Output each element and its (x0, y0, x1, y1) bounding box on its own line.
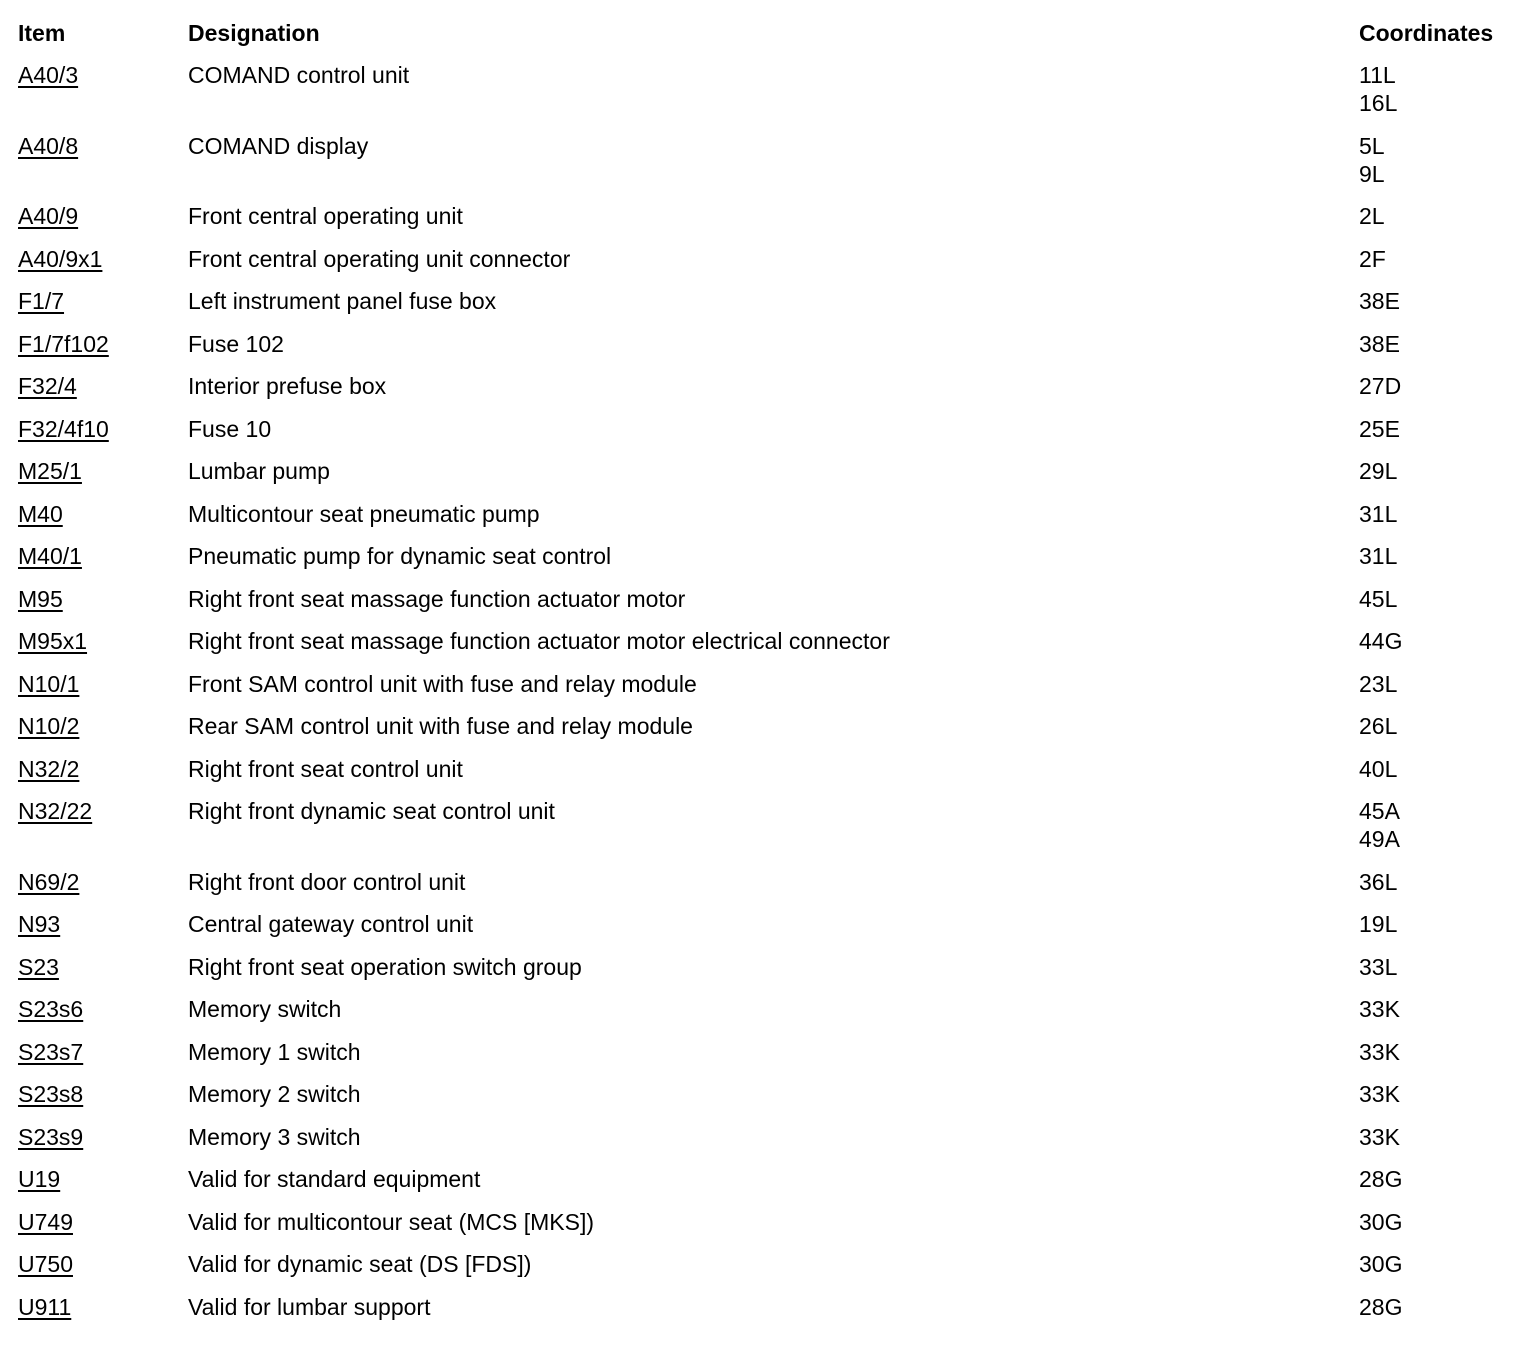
item-link[interactable]: M40 (18, 500, 63, 527)
table-row (18, 1250, 1518, 1293)
designation-cell: Lumbar pump (188, 458, 330, 484)
item-cell (18, 995, 188, 1023)
item-cell (18, 372, 188, 400)
coordinates-cell (1359, 627, 1518, 655)
coordinate-value: 49A (1359, 826, 1400, 852)
item-link[interactable]: F1/7f102 (18, 330, 109, 357)
table-header-row (18, 19, 1518, 61)
item-cell (18, 457, 188, 485)
coordinate-value: 33K (1359, 1123, 1400, 1150)
item-cell (18, 1080, 188, 1108)
coordinate-value: 33K (1359, 996, 1400, 1022)
coordinate-value: 40L (1359, 755, 1398, 782)
item-link[interactable]: S23s6 (18, 996, 84, 1022)
item-cell (18, 1250, 188, 1278)
item-cell (18, 1123, 188, 1151)
coordinates-cell (1359, 1080, 1518, 1108)
table-row (18, 132, 1518, 203)
table-row (18, 585, 1518, 628)
coordinate-value: 9L (1359, 160, 1385, 187)
item-link[interactable]: M25/1 (18, 458, 82, 484)
designation-cell: Memory 2 switch (188, 1081, 361, 1107)
designation-cell: Multicontour seat pneumatic pump (188, 500, 540, 527)
item-link[interactable]: A40/9x1 (18, 245, 103, 272)
coordinate-value: 38E (1359, 330, 1400, 357)
item-link[interactable]: N10/2 (18, 713, 80, 739)
designation-cell: Left instrument panel fuse box (188, 288, 497, 314)
coordinates-cell (1359, 755, 1518, 783)
coordinate-value: 5L (1359, 132, 1385, 159)
item-cell (18, 712, 188, 740)
coordinate-value: 31L (1359, 543, 1398, 569)
table-row (18, 868, 1518, 911)
coordinates-cell (1359, 585, 1518, 613)
designation-cell: Memory 3 switch (188, 1123, 361, 1150)
coordinate-value: 30G (1359, 1251, 1403, 1277)
table-row (18, 542, 1518, 585)
table-row (18, 627, 1518, 670)
table-row (18, 712, 1518, 755)
item-cell (18, 202, 188, 230)
item-cell (18, 585, 188, 613)
item-link[interactable]: N10/1 (18, 670, 80, 697)
item-cell (18, 953, 188, 981)
coordinate-value: 28G (1359, 1166, 1403, 1192)
item-cell (18, 868, 188, 896)
coordinates-cell (1359, 132, 1518, 188)
table-row (18, 415, 1518, 458)
designation-cell: Front central operating unit connector (188, 245, 571, 272)
designation-column-header: Designation (188, 20, 320, 46)
table-row (18, 995, 1518, 1038)
coordinates-column-header: Coordinates (1359, 20, 1494, 46)
item-link[interactable]: F32/4 (18, 373, 77, 399)
item-link[interactable]: U750 (18, 1251, 73, 1277)
item-link[interactable]: A40/8 (18, 132, 79, 159)
item-link[interactable]: S23s7 (18, 1038, 84, 1065)
item-link[interactable]: F32/4f10 (18, 415, 109, 442)
table-row (18, 953, 1518, 996)
designation-cell: Memory 1 switch (188, 1038, 361, 1065)
designation-cell: Valid for lumbar support (188, 1293, 431, 1320)
coordinate-value: 33K (1359, 1081, 1400, 1107)
item-column-header: Item (18, 20, 66, 46)
coordinates-cell (1359, 1293, 1518, 1321)
table-row (18, 372, 1518, 415)
table-row (18, 500, 1518, 543)
coordinates-cell (1359, 372, 1518, 400)
item-cell (18, 1038, 188, 1066)
item-link[interactable]: U911 (18, 1293, 72, 1320)
item-cell (18, 287, 188, 315)
designation-cell: Fuse 102 (188, 330, 284, 357)
coordinate-value: 33L (1359, 953, 1398, 980)
table-row (18, 910, 1518, 953)
item-cell (18, 245, 188, 273)
designation-cell: COMAND display (188, 132, 369, 159)
item-cell (18, 910, 188, 938)
table-row (18, 1080, 1518, 1123)
designation-cell: Right front seat massage function actuator motor electrical connector (188, 628, 890, 654)
item-link[interactable]: N32/22 (18, 798, 93, 824)
designation-cell: Front central operating unit (188, 203, 463, 229)
designation-cell: COMAND control unit (188, 62, 410, 88)
table-row (18, 245, 1518, 288)
coordinates-cell (1359, 953, 1518, 981)
designation-cell: Central gateway control unit (188, 911, 474, 937)
table-row (18, 1208, 1518, 1251)
coordinates-cell (1359, 202, 1518, 230)
designation-cell: Rear SAM control unit with fuse and relay module (188, 713, 693, 739)
coordinate-value: 28G (1359, 1293, 1403, 1320)
coordinate-value: 25E (1359, 415, 1400, 442)
item-cell (18, 1293, 188, 1321)
item-link[interactable]: N32/2 (18, 755, 80, 782)
item-link[interactable]: A40/9 (18, 203, 79, 229)
coordinates-cell (1359, 1208, 1518, 1236)
item-cell (18, 1165, 188, 1193)
coordinate-value: 2L (1359, 203, 1385, 229)
coordinates-cell (1359, 797, 1518, 853)
coordinate-value: 16L (1359, 90, 1398, 116)
designation-cell: Right front seat massage function actuator motor (188, 585, 686, 612)
designation-cell: Right front seat control unit (188, 755, 463, 782)
table-row (18, 1123, 1518, 1166)
item-cell (18, 415, 188, 443)
item-link[interactable]: M95x1 (18, 628, 88, 654)
coordinate-value: 29L (1359, 458, 1398, 484)
coordinates-cell (1359, 415, 1518, 443)
coordinates-cell (1359, 245, 1518, 273)
table-row (18, 330, 1518, 373)
item-link[interactable]: F1/7 (18, 288, 65, 314)
item-link[interactable]: M40/1 (18, 543, 82, 569)
item-cell (18, 1208, 188, 1236)
item-cell (18, 797, 188, 825)
item-link[interactable]: M95 (18, 585, 63, 612)
table-row (18, 202, 1518, 245)
coordinates-cell (1359, 457, 1518, 485)
designation-cell: Memory switch (188, 996, 342, 1022)
coordinate-value: 36L (1359, 868, 1398, 895)
item-link[interactable]: U19 (18, 1166, 61, 1192)
item-cell (18, 670, 188, 698)
item-link[interactable]: S23s8 (18, 1081, 84, 1107)
item-cell (18, 500, 188, 528)
coordinates-cell (1359, 287, 1518, 315)
coordinate-value: 44G (1359, 628, 1403, 654)
coordinates-cell (1359, 670, 1518, 698)
item-cell (18, 542, 188, 570)
designation-cell: Valid for multicontour seat (MCS [MKS]) (188, 1208, 595, 1235)
coordinates-cell (1359, 542, 1518, 570)
coordinates-cell (1359, 995, 1518, 1023)
table-row (18, 755, 1518, 798)
designation-cell: Valid for standard equipment (188, 1166, 481, 1192)
designation-cell: Interior prefuse box (188, 373, 387, 399)
designation-cell: Right front dynamic seat control unit (188, 798, 555, 824)
coordinates-cell (1359, 1165, 1518, 1193)
item-link[interactable]: U749 (18, 1208, 73, 1235)
table-row (18, 287, 1518, 330)
table-row (18, 797, 1518, 868)
item-cell (18, 330, 188, 358)
coordinates-cell (1359, 500, 1518, 528)
coordinate-value: 11L (1359, 62, 1396, 88)
item-cell (18, 627, 188, 655)
coordinate-value: 33K (1359, 1038, 1400, 1065)
item-cell (18, 132, 188, 160)
designation-cell: Valid for dynamic seat (DS [FDS]) (188, 1251, 532, 1277)
designation-cell: Fuse 10 (188, 415, 272, 442)
coordinates-cell (1359, 910, 1518, 938)
designation-cell: Right front seat operation switch group (188, 953, 582, 980)
coordinate-value: 19L (1359, 911, 1398, 937)
table-row (18, 1165, 1518, 1208)
coordinates-cell (1359, 1123, 1518, 1151)
table-row (18, 457, 1518, 500)
coordinates-cell (1359, 712, 1518, 740)
coordinates-cell (1359, 330, 1518, 358)
coordinate-value: 31L (1359, 500, 1398, 527)
item-link[interactable]: S23 (18, 953, 59, 980)
table-body (18, 61, 1518, 1335)
coordinates-cell (1359, 61, 1518, 117)
coordinate-value: 45L (1359, 585, 1398, 612)
item-cell (18, 61, 188, 89)
coordinate-value: 2F (1359, 245, 1386, 272)
designation-cell: Right front door control unit (188, 868, 466, 895)
coordinates-cell (1359, 1038, 1518, 1066)
coordinate-value: 38E (1359, 288, 1400, 314)
coordinates-cell (1359, 868, 1518, 896)
item-link[interactable]: S23s9 (18, 1123, 84, 1150)
coordinate-value: 23L (1359, 670, 1398, 697)
designation-cell: Pneumatic pump for dynamic seat control (188, 543, 612, 569)
item-link[interactable]: A40/3 (18, 62, 79, 88)
coordinate-value: 27D (1359, 373, 1402, 399)
item-link[interactable]: N93 (18, 911, 61, 937)
item-link[interactable]: N69/2 (18, 868, 80, 895)
table-row (18, 670, 1518, 713)
coordinate-value: 30G (1359, 1208, 1403, 1235)
item-cell (18, 755, 188, 783)
table-row (18, 1038, 1518, 1081)
table-row (18, 61, 1518, 132)
designation-cell: Front SAM control unit with fuse and relay module (188, 670, 697, 697)
coordinate-value: 26L (1359, 713, 1398, 739)
coordinate-value: 45A (1359, 798, 1400, 824)
table-row (18, 1293, 1518, 1336)
coordinates-cell (1359, 1250, 1518, 1278)
component-legend-table (18, 19, 1518, 1335)
